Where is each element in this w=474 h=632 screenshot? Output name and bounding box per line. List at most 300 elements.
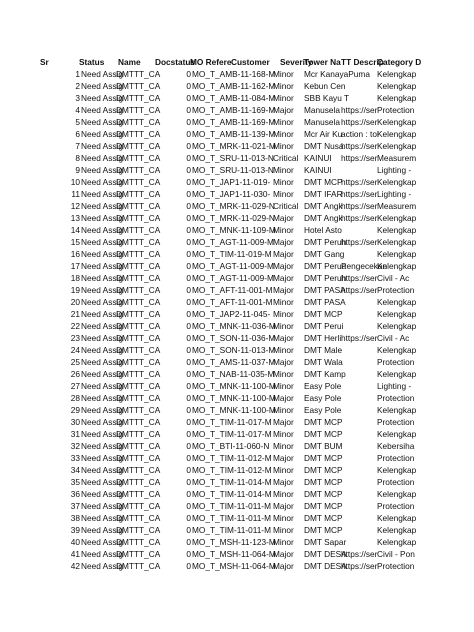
cell-tower: Easy Pole xyxy=(304,381,342,391)
cell-docstatus: 0 xyxy=(186,357,191,367)
table-row xyxy=(0,236,474,248)
cell-docstatus: 0 xyxy=(186,309,191,319)
cell-status: Need Assig xyxy=(81,525,123,535)
cell-name: DMTTT_CA xyxy=(116,333,161,343)
cell-name: DMTTT_CA xyxy=(116,477,161,487)
table-row xyxy=(0,164,474,176)
cell-category: Kelengkap xyxy=(377,297,417,307)
cell-category: Protection xyxy=(377,453,415,463)
cell-severity: Major xyxy=(273,213,294,223)
header-docstatus: Docstatus xyxy=(155,57,196,67)
table-row xyxy=(0,416,474,428)
cell-severity: Minor xyxy=(273,429,294,439)
cell-severity: Major xyxy=(273,357,294,367)
cell-category: Kelengkap xyxy=(377,69,417,79)
table-row xyxy=(0,356,474,368)
cell-severity: Major xyxy=(273,501,294,511)
cell-category: Lighting - xyxy=(377,189,412,199)
cell-docstatus: 0 xyxy=(186,321,191,331)
cell-name: DMTTT_CA xyxy=(116,345,161,355)
cell-mo-ref: MO_T_TIM-11-012-M xyxy=(192,465,272,475)
cell-category: Measurem xyxy=(377,201,417,211)
header-name: Name xyxy=(118,57,141,67)
row-number: 40 xyxy=(70,537,80,547)
cell-mo-ref: MO_T_JAP1-11-030- xyxy=(192,189,271,199)
cell-name: DMTTT_CA xyxy=(116,489,161,499)
table-row xyxy=(0,212,474,224)
cell-tower: SBB Kayu T xyxy=(304,93,350,103)
row-number: 6 xyxy=(75,129,80,139)
cell-severity: Minor xyxy=(273,189,294,199)
cell-name: DMTTT_CA xyxy=(116,441,161,451)
cell-name: DMTTT_CA xyxy=(116,381,161,391)
row-number: 18 xyxy=(70,273,80,283)
cell-mo-ref: MO_T_AMB-11-169-M xyxy=(192,105,276,115)
cell-category: Kelengkap xyxy=(377,321,417,331)
cell-category: Kelengkap xyxy=(377,345,417,355)
row-number: 38 xyxy=(70,513,80,523)
cell-severity: Minor xyxy=(273,405,294,415)
cell-severity: Critical xyxy=(273,201,299,211)
cell-name: DMTTT_CA xyxy=(116,129,161,139)
cell-category: Kelengkap xyxy=(377,225,417,235)
cell-category: Kelengkap xyxy=(377,489,417,499)
cell-category: Civil - Ac xyxy=(377,333,410,343)
cell-tower: DMT MCP xyxy=(304,489,343,499)
cell-docstatus: 0 xyxy=(186,369,191,379)
cell-severity: Major xyxy=(273,261,294,271)
cell-category: Protection xyxy=(377,285,415,295)
cell-mo-ref: MO_T_MRK-11-021-M xyxy=(192,141,276,151)
table-row xyxy=(0,140,474,152)
row-number: 28 xyxy=(70,393,80,403)
cell-tower: DMT Herli xyxy=(304,333,342,343)
cell-status: Need Assig xyxy=(81,393,123,403)
cell-status: Need Assig xyxy=(81,465,123,475)
table-row xyxy=(0,476,474,488)
cell-name: DMTTT_CA xyxy=(116,105,161,115)
cell-docstatus: 0 xyxy=(186,441,191,451)
cell-category: Protection xyxy=(377,357,415,367)
table-row xyxy=(0,452,474,464)
cell-tt-desc: https://ser xyxy=(341,333,378,343)
cell-severity: Minor xyxy=(273,81,294,91)
cell-mo-ref: MO_T_AFT-11-001-M xyxy=(192,285,273,295)
cell-docstatus: 0 xyxy=(186,129,191,139)
cell-tt-desc: https://ser xyxy=(341,201,378,211)
cell-severity: Major xyxy=(273,237,294,247)
cell-severity: Minor xyxy=(273,69,294,79)
cell-category: Protection xyxy=(377,393,415,403)
cell-status: Need Assig xyxy=(81,273,123,283)
cell-severity: Critical xyxy=(273,153,299,163)
cell-mo-ref: MO_T_SRU-11-013-N xyxy=(192,153,274,163)
cell-mo-ref: MO_T_TIM-11-017-M xyxy=(192,417,272,427)
cell-status: Need Assig xyxy=(81,129,123,139)
cell-mo-ref: MO_T_JAP1-11-019- xyxy=(192,177,271,187)
cell-tt-desc: https://ser xyxy=(341,177,378,187)
cell-name: DMTTT_CA xyxy=(116,249,161,259)
cell-category: Kelengkap xyxy=(377,369,417,379)
cell-status: Need Assig xyxy=(81,249,123,259)
cell-mo-ref: MO_T_MRK-11-029-N xyxy=(192,213,275,223)
cell-name: DMTTT_CA xyxy=(116,417,161,427)
cell-tower: KAINUI xyxy=(304,153,332,163)
cell-category: Kelengkap xyxy=(377,129,417,139)
cell-mo-ref: MO_T_SON-11-036-M xyxy=(192,333,276,343)
cell-category: Kelengkap xyxy=(377,513,417,523)
cell-category: Kelengkap xyxy=(377,237,417,247)
cell-category: Civil - Pon xyxy=(377,549,415,559)
cell-severity: Minor xyxy=(273,537,294,547)
cell-name: DMTTT_CA xyxy=(116,189,161,199)
cell-tt-desc: https://ser xyxy=(341,213,378,223)
row-number: 31 xyxy=(70,429,80,439)
table-row xyxy=(0,152,474,164)
cell-docstatus: 0 xyxy=(186,393,191,403)
cell-status: Need Assig xyxy=(81,453,123,463)
cell-category: Protection xyxy=(377,561,415,571)
table-row xyxy=(0,536,474,548)
row-number: 39 xyxy=(70,525,80,535)
cell-name: DMTTT_CA xyxy=(116,405,161,415)
cell-severity: Major xyxy=(273,285,294,295)
row-number: 22 xyxy=(70,321,80,331)
cell-severity: Major xyxy=(273,549,294,559)
row-number: 35 xyxy=(70,477,80,487)
row-number: 34 xyxy=(70,465,80,475)
cell-docstatus: 0 xyxy=(186,417,191,427)
cell-docstatus: 0 xyxy=(186,285,191,295)
table-row xyxy=(0,332,474,344)
row-number: 25 xyxy=(70,357,80,367)
cell-severity: Minor xyxy=(273,345,294,355)
cell-tt-desc: https://ser xyxy=(341,141,378,151)
cell-mo-ref: MO_T_TIM-11-014-M xyxy=(192,489,272,499)
cell-mo-ref: MO_T_NAB-11-035-M xyxy=(192,369,275,379)
cell-severity: Minor xyxy=(273,93,294,103)
cell-category: Kelengkap xyxy=(377,465,417,475)
cell-docstatus: 0 xyxy=(186,225,191,235)
table-row xyxy=(0,104,474,116)
cell-severity: Major xyxy=(273,333,294,343)
cell-tower: DMT Wala xyxy=(304,357,343,367)
cell-mo-ref: MO_T_TIM-11-017-M xyxy=(192,429,272,439)
cell-tower: DMT MCP xyxy=(304,513,343,523)
row-number: 14 xyxy=(70,225,80,235)
cell-mo-ref: MO_T_MRK-11-029-N xyxy=(192,201,275,211)
cell-severity: Minor xyxy=(273,309,294,319)
cell-name: DMTTT_CA xyxy=(116,213,161,223)
table-row xyxy=(0,368,474,380)
cell-status: Need Assig xyxy=(81,153,123,163)
row-number: 2 xyxy=(75,81,80,91)
table-row xyxy=(0,380,474,392)
cell-docstatus: 0 xyxy=(186,297,191,307)
cell-category: Kelengkap xyxy=(377,261,417,271)
cell-mo-ref: MO_T_TIM-11-011-M xyxy=(192,525,271,535)
cell-docstatus: 0 xyxy=(186,549,191,559)
cell-status: Need Assig xyxy=(81,441,123,451)
table-row xyxy=(0,464,474,476)
header-tower: Tower Na xyxy=(304,57,341,67)
cell-docstatus: 0 xyxy=(186,93,191,103)
cell-severity: Minor xyxy=(273,441,294,451)
cell-status: Need Assig xyxy=(81,381,123,391)
cell-name: DMTTT_CA xyxy=(116,273,161,283)
table-row xyxy=(0,392,474,404)
row-number: 13 xyxy=(70,213,80,223)
row-number: 4 xyxy=(75,105,80,115)
cell-status: Need Assig xyxy=(81,261,123,271)
header-row xyxy=(0,56,474,68)
cell-status: Need Assig xyxy=(81,561,123,571)
cell-severity: Minor xyxy=(273,525,294,535)
cell-status: Need Assig xyxy=(81,489,123,499)
cell-name: DMTTT_CA xyxy=(116,93,161,103)
cell-tt-desc: action : tol xyxy=(341,129,379,139)
cell-docstatus: 0 xyxy=(186,429,191,439)
row-number: 32 xyxy=(70,441,80,451)
cell-name: DMTTT_CA xyxy=(116,81,161,91)
cell-name: DMTTT_CA xyxy=(116,321,161,331)
cell-name: DMTTT_CA xyxy=(116,561,161,571)
cell-category: Lighting - xyxy=(377,165,412,175)
cell-category: Protection xyxy=(377,417,415,427)
cell-status: Need Assig xyxy=(81,165,123,175)
cell-mo-ref: MO_T_MSH-11-123-M xyxy=(192,537,276,547)
cell-severity: Major xyxy=(273,249,294,259)
cell-severity: Minor xyxy=(273,513,294,523)
header-status: Status xyxy=(79,57,105,67)
cell-mo-ref: MO_T_AGT-11-009-M xyxy=(192,237,274,247)
table-row xyxy=(0,200,474,212)
cell-mo-ref: MO_T_AFT-11-001-M xyxy=(192,297,273,307)
cell-tower: DMT IFAR xyxy=(304,189,343,199)
cell-docstatus: 0 xyxy=(186,261,191,271)
cell-mo-ref: MO_T_MNK-11-100-M xyxy=(192,381,276,391)
table-row xyxy=(0,128,474,140)
cell-name: DMTTT_CA xyxy=(116,177,161,187)
cell-name: DMTTT_CA xyxy=(116,201,161,211)
row-number: 24 xyxy=(70,345,80,355)
row-number: 5 xyxy=(75,117,80,127)
cell-tower: Easy Pole xyxy=(304,405,342,415)
cell-category: Kelengkap xyxy=(377,177,417,187)
cell-docstatus: 0 xyxy=(186,165,191,175)
cell-tower: Manusela xyxy=(304,105,340,115)
cell-status: Need Assig xyxy=(81,357,123,367)
cell-mo-ref: MO_T_AMB-11-139-M xyxy=(192,129,276,139)
cell-severity: Major xyxy=(273,417,294,427)
cell-name: DMTTT_CA xyxy=(116,117,161,127)
row-number: 19 xyxy=(70,285,80,295)
cell-docstatus: 0 xyxy=(186,489,191,499)
table-row xyxy=(0,116,474,128)
cell-tt-desc: https://ser xyxy=(341,189,378,199)
cell-tower: DMT Nusa xyxy=(304,141,344,151)
header-severity: Severity xyxy=(280,57,313,67)
cell-mo-ref: MO_T_SON-11-013-M xyxy=(192,345,276,355)
cell-name: DMTTT_CA xyxy=(116,369,161,379)
cell-severity: Minor xyxy=(273,129,294,139)
row-number: 30 xyxy=(70,417,80,427)
table-row xyxy=(0,524,474,536)
cell-category: Kelengkap xyxy=(377,249,417,259)
row-number: 41 xyxy=(70,549,80,559)
cell-mo-ref: MO_T_TIM-11-012-M xyxy=(192,453,272,463)
cell-docstatus: 0 xyxy=(186,345,191,355)
cell-mo-ref: MO_T_SRU-11-013-N xyxy=(192,165,274,175)
table-row xyxy=(0,68,474,80)
cell-tower: DMT MCP xyxy=(304,177,343,187)
cell-tt-desc: Pengecekan xyxy=(341,261,388,271)
cell-status: Need Assig xyxy=(81,177,123,187)
cell-status: Need Assig xyxy=(81,405,123,415)
row-number: 12 xyxy=(70,201,80,211)
row-number: 37 xyxy=(70,501,80,511)
cell-status: Need Assig xyxy=(81,345,123,355)
cell-name: DMTTT_CA xyxy=(116,153,161,163)
cell-severity: Minor xyxy=(273,297,294,307)
cell-name: DMTTT_CA xyxy=(116,501,161,511)
cell-tt-desc: https://ser xyxy=(341,117,378,127)
cell-tower: DMT Peruh xyxy=(304,273,347,283)
row-number: 23 xyxy=(70,333,80,343)
cell-tower: DMT MCP xyxy=(304,429,343,439)
cell-tower: DMT Peruh xyxy=(304,237,347,247)
cell-name: DMTTT_CA xyxy=(116,453,161,463)
cell-mo-ref: MO_T_MNK-11-036-M xyxy=(192,321,276,331)
cell-docstatus: 0 xyxy=(186,201,191,211)
cell-docstatus: 0 xyxy=(186,189,191,199)
cell-severity: Minor xyxy=(273,465,294,475)
cell-category: Lighting - xyxy=(377,381,412,391)
cell-name: DMTTT_CA xyxy=(116,309,161,319)
cell-status: Need Assig xyxy=(81,549,123,559)
table-row xyxy=(0,344,474,356)
table-row xyxy=(0,188,474,200)
cell-tower: DMT Angk xyxy=(304,201,343,211)
cell-name: DMTTT_CA xyxy=(116,297,161,307)
cell-tower: DMT Perui xyxy=(304,321,344,331)
cell-tower: KAINUI xyxy=(304,165,332,175)
cell-mo-ref: MO_T_TIM-11-011-M xyxy=(192,513,271,523)
cell-tower: DMT MCP xyxy=(304,501,343,511)
table-row xyxy=(0,488,474,500)
cell-tt-desc: https://ser xyxy=(341,105,378,115)
cell-status: Need Assig xyxy=(81,201,123,211)
cell-tower: DMT Sapar xyxy=(304,537,347,547)
cell-tt-desc: https://ser xyxy=(341,285,378,295)
row-number: 1 xyxy=(75,69,80,79)
cell-status: Need Assig xyxy=(81,117,123,127)
cell-severity: Minor xyxy=(273,489,294,499)
cell-status: Need Assig xyxy=(81,189,123,199)
cell-severity: Major xyxy=(273,453,294,463)
cell-status: Need Assig xyxy=(81,429,123,439)
cell-severity: Minor xyxy=(273,117,294,127)
table-row xyxy=(0,308,474,320)
cell-category: Kelengkap xyxy=(377,213,417,223)
row-number: 15 xyxy=(70,237,80,247)
cell-tower: Hotel Asto xyxy=(304,225,342,235)
table-row xyxy=(0,512,474,524)
cell-docstatus: 0 xyxy=(186,333,191,343)
cell-docstatus: 0 xyxy=(186,177,191,187)
cell-tt-desc: https://ser xyxy=(341,561,378,571)
cell-mo-ref: MO_T_AMB-11-168-M xyxy=(192,69,276,79)
cell-docstatus: 0 xyxy=(186,525,191,535)
cell-mo-ref: MO_T_AMS-11-037-M xyxy=(192,357,276,367)
cell-mo-ref: MO_T_AMB-11-169-M xyxy=(192,117,276,127)
cell-docstatus: 0 xyxy=(186,105,191,115)
cell-category: Kelengkap xyxy=(377,309,417,319)
table-row xyxy=(0,92,474,104)
cell-tower: DMT MCP xyxy=(304,309,343,319)
cell-mo-ref: MO_T_BTI-11-060-N xyxy=(192,441,270,451)
cell-name: DMTTT_CA xyxy=(116,285,161,295)
header-sr: Sr xyxy=(40,57,49,67)
cell-severity: Major xyxy=(273,105,294,115)
cell-docstatus: 0 xyxy=(186,153,191,163)
cell-tower: Mcr KanayaPuma xyxy=(304,69,370,79)
cell-status: Need Assig xyxy=(81,105,123,115)
header-tt-desc: TT Descrip xyxy=(341,57,384,67)
cell-status: Need Assig xyxy=(81,69,123,79)
table-row xyxy=(0,500,474,512)
cell-tower: DMT MCP xyxy=(304,477,343,487)
cell-name: DMTTT_CA xyxy=(116,537,161,547)
cell-docstatus: 0 xyxy=(186,81,191,91)
table-row xyxy=(0,428,474,440)
table-row xyxy=(0,440,474,452)
cell-category: Kelengkap xyxy=(377,405,417,415)
cell-docstatus: 0 xyxy=(186,501,191,511)
cell-tt-desc: https://ser xyxy=(341,153,378,163)
cell-category: Kelengkap xyxy=(377,93,417,103)
cell-severity: Minor xyxy=(273,369,294,379)
cell-mo-ref: MO_T_TIM-11-011-M xyxy=(192,501,271,511)
cell-category: Kelengkap xyxy=(377,81,417,91)
cell-category: Kelengkap xyxy=(377,429,417,439)
cell-tt-desc: https://ser xyxy=(341,549,378,559)
cell-category: Kelengkap xyxy=(377,525,417,535)
row-number: 42 xyxy=(70,561,80,571)
cell-name: DMTTT_CA xyxy=(116,141,161,151)
cell-tower: DMT MCP xyxy=(304,453,343,463)
cell-name: DMTTT_CA xyxy=(116,69,161,79)
cell-severity: Minor xyxy=(273,177,294,187)
table-row xyxy=(0,272,474,284)
row-number: 3 xyxy=(75,93,80,103)
cell-docstatus: 0 xyxy=(186,405,191,415)
cell-name: DMTTT_CA xyxy=(116,465,161,475)
cell-category: Kelengkap xyxy=(377,141,417,151)
cell-severity: Minor xyxy=(273,321,294,331)
cell-tower: Kebun Cen xyxy=(304,81,346,91)
cell-status: Need Assig xyxy=(81,225,123,235)
header-customer: Customer xyxy=(231,57,270,67)
table-row xyxy=(0,224,474,236)
cell-docstatus: 0 xyxy=(186,477,191,487)
cell-mo-ref: MO_T_MNK-11-109-M xyxy=(192,225,276,235)
cell-tt-desc: https://ser xyxy=(341,273,378,283)
cell-status: Need Assig xyxy=(81,81,123,91)
cell-status: Need Assig xyxy=(81,321,123,331)
cell-tower: DMT Male xyxy=(304,345,343,355)
cell-tower: DMT Gang xyxy=(304,249,345,259)
